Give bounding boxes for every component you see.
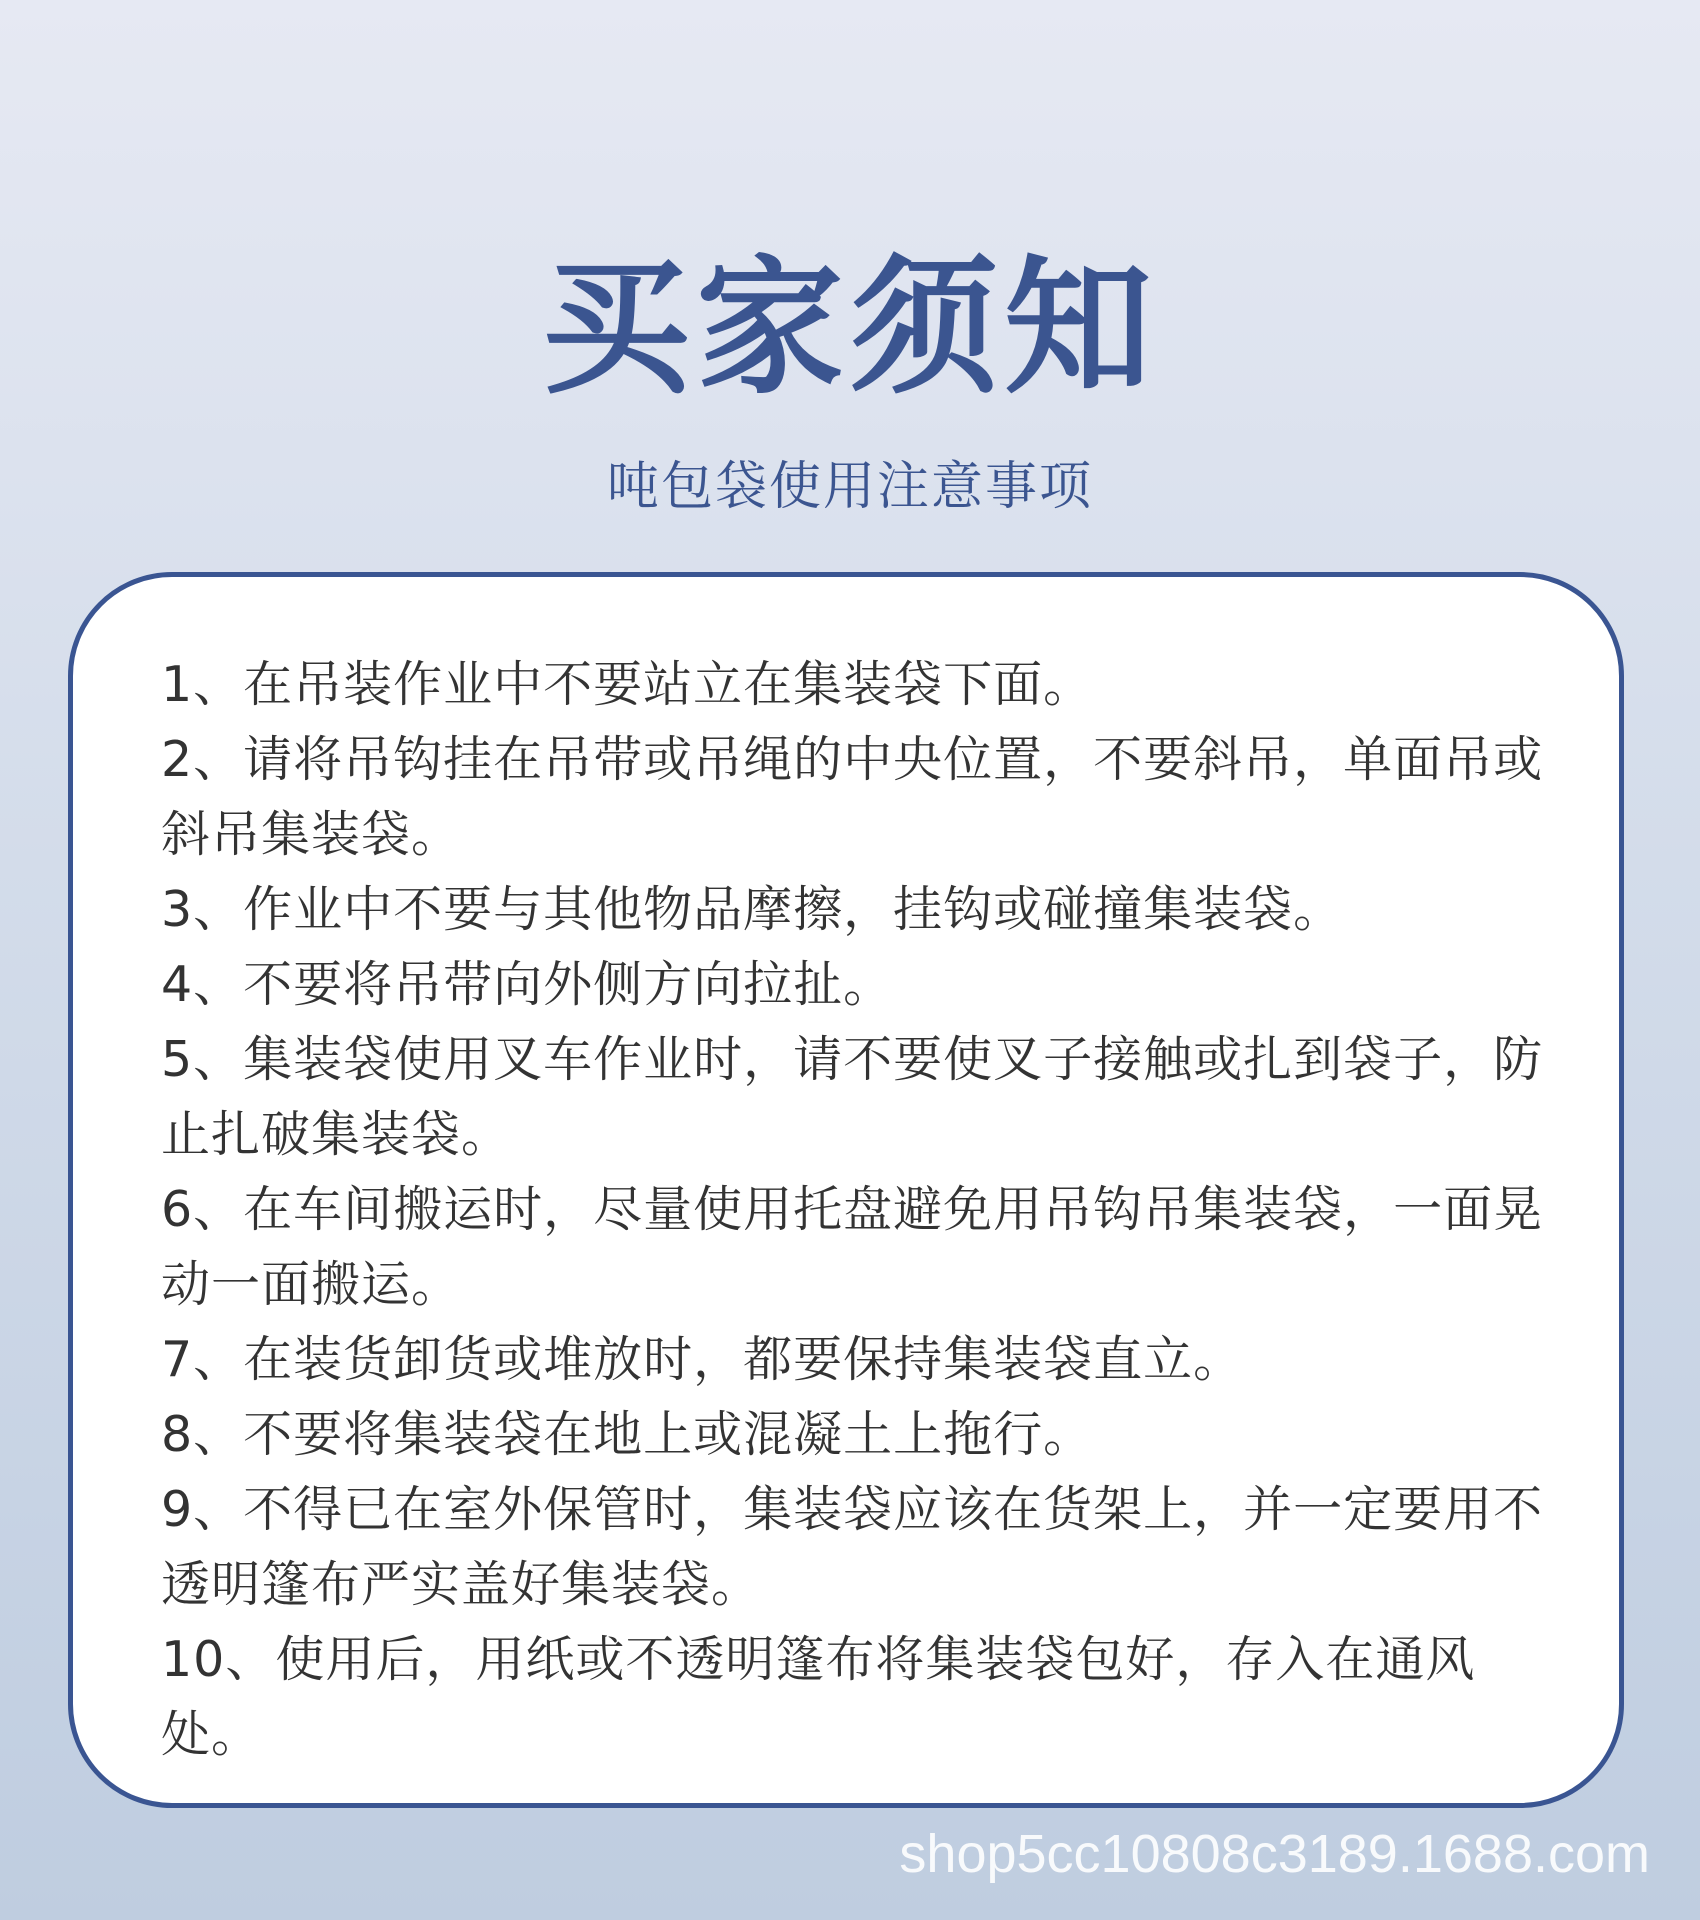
- page-title: 买家须知: [542, 242, 1158, 414]
- notice-item-2: 2、请将吊钩挂在吊带或吊绳的中央位置，不要斜吊，单面吊或斜吊集装袋。: [161, 731, 1544, 863]
- notice-list: [161, 647, 1551, 1772]
- notice-item-8: 8、不要将集装袋在地上或混凝土上拖行。: [161, 1406, 1094, 1463]
- page-subtitle: 吨包袋使用注意事项: [606, 457, 1093, 517]
- notice-item-9: 9、不得已在室外保管时，集装袋应该在货架上，并一定要用不透明篷布严实盖好集装袋。: [161, 1481, 1544, 1613]
- notice-item-10: 10、使用后，用纸或不透明篷布将集装袋包好，存入在通风处。: [161, 1631, 1476, 1763]
- notice-card: [68, 572, 1624, 1808]
- notice-item-6: 6、在车间搬运时，尽量使用托盘避免用吊钩吊集装袋，一面晃动一面搬运。: [161, 1181, 1544, 1313]
- shop-watermark: shop5cc10808c3189.1688.com: [899, 1824, 1650, 1884]
- notice-item-3: 3、作业中不要与其他物品摩擦，挂钩或碰撞集装袋。: [161, 881, 1344, 938]
- notice-item-5: 5、集装袋使用叉车作业时，请不要使叉子接触或扎到袋子，防止扎破集装袋。: [161, 1031, 1544, 1163]
- notice-item-4: 4、不要将吊带向外侧方向拉扯。: [161, 956, 894, 1013]
- notice-item-7: 7、在装货卸货或堆放时，都要保持集装袋直立。: [161, 1331, 1244, 1388]
- notice-item-1: 1、在吊装作业中不要站立在集装袋下面。: [161, 656, 1094, 713]
